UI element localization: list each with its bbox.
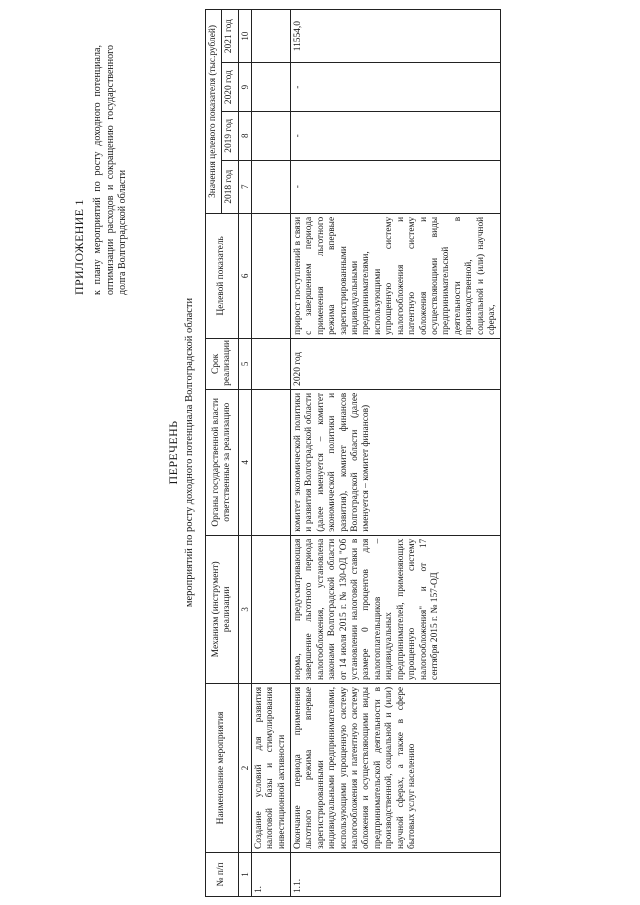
column-index-row [238,10,251,897]
row-value-2018: - [291,160,501,213]
appendix-title: ПРИЛОЖЕНИЕ 1 [72,199,86,295]
row-indicator-empty [251,213,290,338]
appendix-text: к плану мероприятий по росту доходного потенциала, оптимизации расходов и сокращению государственного долга Волгоградской области [92,45,128,295]
header-row-1 [206,10,222,897]
column-index: 6 [238,213,251,338]
header-authority: Органы государственной власти ответственные за реализацию [206,389,239,535]
row-value-2020: - [291,63,501,112]
document-title: ПЕРЕЧЕНЬ [166,420,180,485]
row-num: 1. [251,853,290,897]
row-value-empty [251,63,290,112]
header-values-group: Значения целевого показателя (тыс.рублей) [206,10,222,214]
row-name: Создание условий для развития налоговой базы и стимулирования инвестиционной активности [251,683,290,852]
document-subtitle: мероприятий по росту доходного потенциала Волгоградской области [184,297,195,608]
row-indicator: прирост поступлений в связи с завершением периода применения льготного режима впервые зарегистрированными индивидуальными предпринимателями, использующими упрощенную систему налогообложения и патентную систему обложения и осуществляющими виды предпринимательской деятельности в производственной, социальной и (или) научной сферах, [291,213,501,338]
row-mechanism-empty [251,535,290,683]
column-index: 9 [238,63,251,112]
header-year-2018: 2018 год [222,160,238,213]
header-mechanism: Механизм (инструмент) реализации [206,535,239,683]
row-value-empty [251,160,290,213]
row-deadline: 2020 год [291,338,501,389]
row-value-2021: 11554,0 [291,10,501,63]
column-index: 5 [238,338,251,389]
column-index: 2 [238,683,251,852]
measures-table [205,9,501,897]
table-row-section-1 [251,10,290,897]
header-year-2020: 2020 год [222,63,238,112]
table-row-1-1 [291,10,501,897]
column-index: 10 [238,10,251,63]
header-deadline: Срок реализации [206,338,239,389]
header-indicator: Целевой показатель [206,213,239,338]
column-index: 3 [238,535,251,683]
row-authority-empty [251,389,290,535]
row-name: Окончание периода применения льготного режима впервые зарегистрированными индивидуальными предпринимателями, использующими упрощенную систему налогообложения и патентную систему обложения и осуществляющими виды предпринимательской деятельности в производственной, социальной и (или) научной сферах, а также в сфере бытовых услуг населению [291,683,501,852]
header-year-2021: 2021 год [222,10,238,63]
row-num: 1.1. [291,853,501,897]
row-authority: комитет экономической политики и развития Волгоградской области (далее именуется – комитет экономической политики и развития), комитет финансов Волгоградской области (далее именуется – комитет финансов) [291,389,501,535]
row-value-2019: - [291,111,501,160]
header-num: № п/п [206,853,239,897]
row-value-empty [251,111,290,160]
header-name: Наименование мероприятия [206,683,239,852]
column-index: 1 [238,853,251,897]
row-deadline-empty [251,338,290,389]
column-index: 4 [238,389,251,535]
row-value-empty [251,10,290,63]
header-year-2019: 2019 год [222,111,238,160]
row-mechanism: норма, предусматривающая завершение льготного периода налогообложения, установлена законами Волгоградской области от 14 июля 2015 г. № 130-ОД "Об установлении налоговой ставки в размере 0 процентов для налогоплательщиков – индивидуальных предпринимателей, применяющих упрощенную систему налогообложения" и от 17 сентября 2015 г. № 157-ОД [291,535,501,683]
column-index: 8 [238,111,251,160]
column-index: 7 [238,160,251,213]
